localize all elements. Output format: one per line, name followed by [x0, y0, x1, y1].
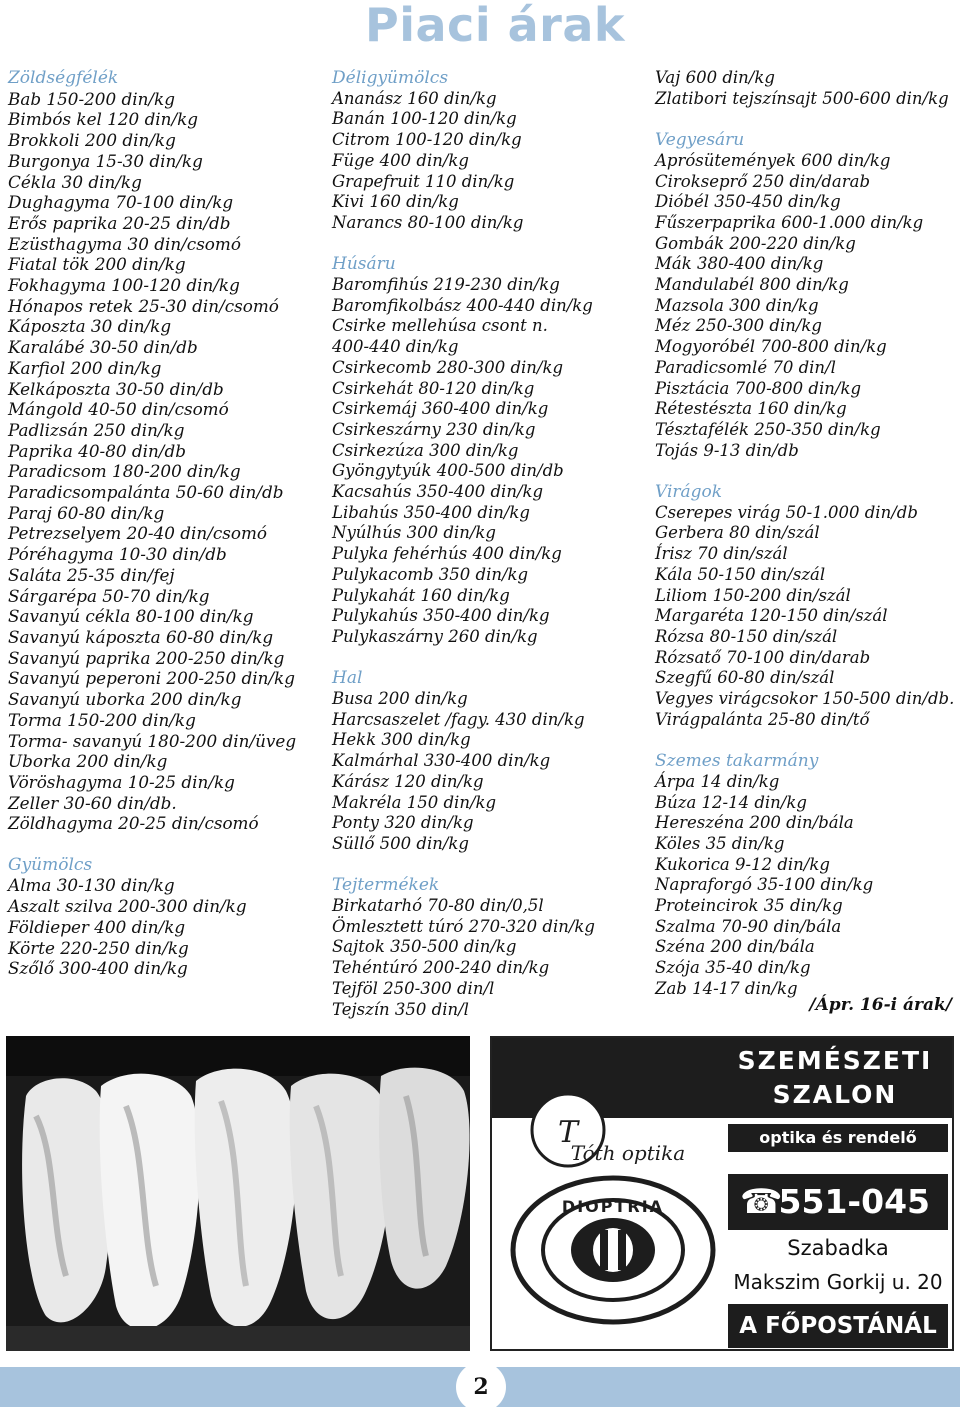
- price-item: Paradicsompalánta 50-60 din/db: [8, 482, 284, 503]
- price-item: Zlatibori tejszínsajt 500-600 din/kg: [655, 88, 949, 108]
- price-item: Paradicsomlé 70 din/l: [655, 357, 836, 377]
- price-item: Virágpalánta 25-80 din/tő: [655, 709, 870, 729]
- price-item: Kárász 120 din/kg: [332, 771, 484, 791]
- price-item: Szója 35-40 din/kg: [655, 958, 811, 978]
- price-item: Vaj 600 din/kg: [655, 68, 775, 87]
- price-item: Makréla 150 din/kg: [332, 792, 497, 812]
- page-number: 2: [456, 1362, 506, 1412]
- price-item: Mandulabél 800 din/kg: [655, 275, 849, 295]
- price-item: Hereszéna 200 din/bála: [655, 813, 854, 833]
- price-item: Mogyoróbél 700-800 din/kg: [655, 337, 887, 357]
- price-item: Savanyú paprika 200-250 din/kg: [8, 647, 285, 668]
- price-item: Nyúlhús 300 din/kg: [332, 523, 496, 543]
- price-item: Mazsola 300 din/kg: [655, 295, 819, 315]
- price-item: Banán 100-120 din/kg: [332, 109, 517, 129]
- price-item: Póréhagyma 10-30 din/db: [8, 544, 227, 565]
- price-item: Rétestészta 160 din/kg: [655, 399, 847, 419]
- price-item: Birkatarhó 70-80 din/0,5l: [332, 896, 544, 916]
- price-item: Ponty 320 din/kg: [332, 813, 474, 833]
- page-title: Piaci árak: [365, 0, 625, 52]
- category-heading: Szemes takarmány: [655, 751, 819, 772]
- price-item: Napraforgó 35-100 din/kg: [655, 875, 874, 895]
- price-item: Aszalt szilva 200-300 din/kg: [8, 896, 247, 917]
- price-item: Paradicsom 180-200 din/kg: [8, 461, 241, 482]
- ad-logo-word: DIOPTRIA: [561, 1197, 665, 1216]
- price-item: Liliom 150-200 din/szál: [655, 585, 851, 605]
- category-heading: Hal: [332, 668, 363, 689]
- price-item: Brokkoli 200 din/kg: [8, 130, 176, 151]
- price-item: Tejföl 250-300 din/l: [332, 978, 495, 998]
- price-item: Aprósütemények 600 din/kg: [655, 150, 891, 170]
- price-item: Dughagyma 70-100 din/kg: [8, 192, 234, 213]
- price-item: Kála 50-150 din/szál: [655, 564, 826, 584]
- price-item: Körte 220-250 din/kg: [8, 937, 189, 958]
- price-item: Savanyú káposzta 60-80 din/kg: [8, 626, 274, 647]
- price-item: Torma 150-200 din/kg: [8, 709, 196, 730]
- price-item: Gerbera 80 din/szál: [655, 523, 820, 543]
- date-note: /Ápr. 16-i árak/: [809, 995, 952, 1015]
- price-item: Citrom 100-120 din/kg: [332, 130, 522, 150]
- price-item: Fokhagyma 100-120 din/kg: [8, 275, 240, 296]
- price-item: Pulyka fehérhús 400 din/kg: [332, 544, 562, 564]
- price-item: Csirkemáj 360-400 din/kg: [332, 399, 549, 419]
- price-item: Padlizsán 250 din/kg: [8, 419, 185, 440]
- svg-text:T: T: [557, 1115, 579, 1150]
- price-item: Erős paprika 20-25 din/db: [8, 212, 231, 233]
- price-item: Uborka 200 din/kg: [8, 751, 168, 772]
- price-item: Fiatal tök 200 din/kg: [8, 254, 186, 275]
- price-item: Pulykahát 160 din/kg: [332, 585, 510, 605]
- price-item: Libahús 350-400 din/kg: [332, 502, 530, 522]
- price-item: Zab 14-17 din/kg: [655, 978, 798, 998]
- price-item: Rózsa 80-150 din/szál: [655, 626, 838, 646]
- price-item: 400-440 din/kg: [332, 337, 459, 357]
- spacer: [655, 109, 955, 130]
- ad-logo-text: Tóth optika: [570, 1141, 686, 1165]
- price-item: Széna 200 din/bála: [655, 937, 815, 957]
- optics-advertisement: [490, 1036, 954, 1351]
- price-item: Búza 12-14 din/kg: [655, 792, 807, 812]
- price-item: Busa 200 din/kg: [332, 689, 468, 709]
- ad-footer: A FŐPOSTÁNÁL: [728, 1304, 948, 1348]
- price-item: Zeller 30-60 din/db.: [8, 792, 177, 813]
- telephone-icon: ☎: [740, 1182, 783, 1222]
- ad-city: Szabadka: [787, 1236, 889, 1260]
- price-item: Méz 250-300 din/kg: [655, 316, 822, 336]
- price-item: Kukorica 9-12 din/kg: [655, 854, 830, 874]
- price-item: Baromfihús 219-230 din/kg: [332, 275, 560, 295]
- price-item: Mángold 40-50 din/csomó: [8, 399, 229, 420]
- category-heading: Húsáru: [332, 254, 396, 275]
- price-item: Dióbél 350-450 din/kg: [655, 192, 841, 212]
- price-item: Hónapos retek 25-30 din/csomó: [8, 295, 279, 316]
- price-item: Margaréta 120-150 din/szál: [655, 606, 888, 626]
- price-item: Pulykahús 350-400 din/kg: [332, 606, 550, 626]
- ad-phone: [728, 1174, 948, 1230]
- price-item: Csirkezúza 300 din/kg: [332, 440, 519, 460]
- price-item: Írisz 70 din/szál: [655, 544, 788, 564]
- price-item: Burgonya 15-30 din/kg: [8, 150, 203, 171]
- price-item: Bab 150-200 din/kg: [8, 88, 175, 109]
- price-item: Vegyes virágcsokor 150-500 din/db.: [655, 689, 955, 709]
- price-item: Süllő 500 din/kg: [332, 833, 469, 853]
- category-heading: Zöldségfélék: [8, 68, 119, 88]
- price-item: Torma- savanyú 180-200 din/üveg: [8, 730, 297, 751]
- price-item: Cékla 30 din/kg: [8, 171, 142, 192]
- price-item: Zöldhagyma 20-25 din/csomó: [8, 813, 259, 834]
- price-item: Gyöngytyúk 400-500 din/db: [332, 461, 564, 481]
- price-item: Karfiol 200 din/kg: [8, 357, 162, 378]
- ad-phone-number: 551-045: [778, 1182, 930, 1221]
- price-item: Csirkehát 80-120 din/kg: [332, 378, 535, 398]
- price-item: Tehéntúró 200-240 din/kg: [332, 958, 550, 978]
- price-item: Csirkecomb 280-300 din/kg: [332, 357, 564, 377]
- price-item: Vöröshagyma 10-25 din/kg: [8, 771, 235, 792]
- price-item: Tojás 9-13 din/db: [655, 440, 799, 460]
- price-item: Tejszín 350 din/l: [332, 999, 469, 1019]
- price-item: Grapefruit 110 din/kg: [332, 171, 515, 191]
- ad-subtitle: optika és rendelő: [728, 1124, 948, 1152]
- price-item: Gombák 200-220 din/kg: [655, 233, 856, 253]
- price-item: Baromfikolbász 400-440 din/kg: [332, 295, 593, 315]
- category-heading: Déligyümölcs: [332, 68, 449, 88]
- column-1: [8, 68, 318, 979]
- column-2: [332, 68, 642, 1020]
- price-item: Csirke mellehúsa csont n.: [332, 316, 548, 336]
- price-item: Kivi 160 din/kg: [332, 192, 459, 212]
- price-item: Káposzta 30 din/kg: [8, 316, 172, 337]
- price-item: Mák 380-400 din/kg: [655, 254, 824, 274]
- spacer: [332, 855, 642, 876]
- price-item: Füge 400 din/kg: [332, 150, 469, 170]
- price-item: Proteincirok 35 din/kg: [655, 896, 843, 916]
- price-item: Hekk 300 din/kg: [332, 730, 471, 750]
- ad-address: Makszim Gorkij u. 20: [733, 1270, 943, 1294]
- price-item: Csirkeszárny 230 din/kg: [332, 419, 536, 439]
- price-item: Savanyú peperoni 200-250 din/kg: [8, 668, 295, 689]
- price-item: Kacsahús 350-400 din/kg: [332, 482, 544, 502]
- price-item: Savanyú cékla 80-100 din/kg: [8, 606, 254, 627]
- price-item: Sajtok 350-500 din/kg: [332, 937, 517, 957]
- category-heading: Virágok: [655, 482, 723, 503]
- price-item: Árpa 14 din/kg: [655, 771, 780, 791]
- price-item: Cirokseprő 250 din/darab: [655, 171, 871, 191]
- toth-optika-logo: [508, 1090, 718, 1330]
- price-item: Pulykacomb 350 din/kg: [332, 564, 529, 584]
- price-item: Földieper 400 din/kg: [8, 916, 186, 937]
- price-item: Szalma 70-90 din/bála: [655, 916, 842, 936]
- price-item: Köles 35 din/kg: [655, 833, 785, 853]
- price-item: Karalábé 30-50 din/db: [8, 337, 198, 358]
- price-item: Szőlő 300-400 din/kg: [8, 958, 188, 979]
- ad-line-2: SZALON: [772, 1080, 898, 1109]
- price-item: Ananász 160 din/kg: [332, 88, 497, 108]
- price-item: Pulykaszárny 260 din/kg: [332, 626, 538, 646]
- price-item: Pisztácia 700-800 din/kg: [655, 378, 862, 398]
- spacer: [332, 234, 642, 255]
- price-item: Savanyú uborka 200 din/kg: [8, 689, 242, 710]
- price-item: Saláta 25-35 din/fej: [8, 564, 175, 585]
- price-item: Sárgarépa 50-70 din/kg: [8, 585, 210, 606]
- hanging-meat-photo: [6, 1036, 470, 1351]
- ad-line-1: SZEMÉSZETI: [737, 1046, 933, 1075]
- price-item: Petrezselyem 20-40 din/csomó: [8, 523, 267, 544]
- price-item: Paprika 40-80 din/db: [8, 440, 186, 461]
- price-item: Ömlesztett túró 270-320 din/kg: [332, 916, 595, 936]
- category-heading: Tejtermékek: [332, 875, 440, 896]
- price-item: Szegfű 60-80 din/szál: [655, 668, 835, 688]
- price-item: Alma 30-130 din/kg: [8, 875, 175, 896]
- price-item: Harcsaszelet /fagy. 430 din/kg: [332, 709, 585, 729]
- spacer: [8, 834, 318, 855]
- spacer: [332, 648, 642, 669]
- price-item: Kelkáposzta 30-50 din/db: [8, 378, 224, 399]
- price-item: Rózsatő 70-100 din/darab: [655, 647, 871, 667]
- price-item: Fűszerpaprika 600-1.000 din/kg: [655, 212, 924, 232]
- spacer: [655, 461, 955, 482]
- category-heading: Vegyesáru: [655, 130, 745, 151]
- price-item: Kalmárhal 330-400 din/kg: [332, 751, 551, 771]
- price-item: Tésztafélék 250-350 din/kg: [655, 419, 881, 439]
- column-3: [655, 68, 955, 1000]
- price-item: Bimbós kel 120 din/kg: [8, 109, 199, 130]
- spacer: [655, 730, 955, 751]
- price-item: Ezüsthagyma 30 din/csomó: [8, 233, 241, 254]
- category-heading: Gyümölcs: [8, 854, 93, 875]
- price-item: Narancs 80-100 din/kg: [332, 212, 524, 232]
- price-item: Paraj 60-80 din/kg: [8, 502, 165, 523]
- price-item: Cserepes virág 50-1.000 din/db: [655, 502, 918, 522]
